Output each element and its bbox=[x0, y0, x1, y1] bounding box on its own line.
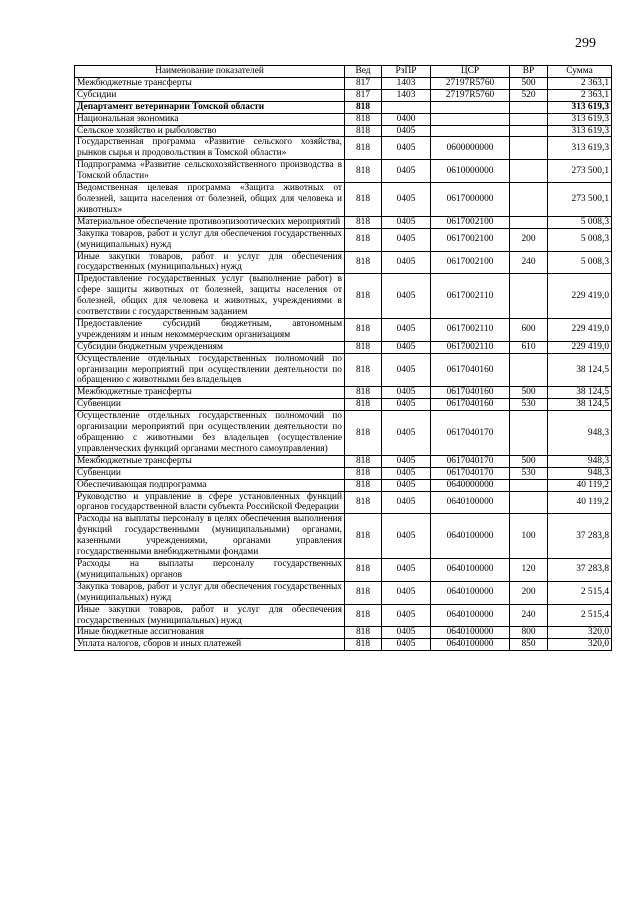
row-name: Иные закупки товаров, работ и услуг для обеспечения государственных (муниципальных) нужд bbox=[75, 251, 345, 274]
row-vr bbox=[510, 216, 548, 228]
row-vr bbox=[510, 160, 548, 183]
table-row bbox=[75, 353, 612, 387]
row-vr: 500 bbox=[510, 77, 548, 89]
row-rzpr: 0405 bbox=[382, 639, 431, 651]
row-name: Межбюджетные трансферты bbox=[75, 387, 345, 399]
row-rzpr: 0405 bbox=[382, 125, 431, 137]
row-name: Субсидии bbox=[75, 89, 345, 101]
row-name: Руководство и управление в сфере установленных функций органов государственной власти субъекта Российской Федерации bbox=[75, 491, 345, 514]
row-vr: 240 bbox=[510, 251, 548, 274]
row-csr: 0600000000 bbox=[431, 137, 510, 160]
table-row bbox=[75, 125, 612, 137]
row-sum: 40 119,2 bbox=[548, 479, 612, 491]
row-rzpr: 0400 bbox=[382, 113, 431, 125]
row-vr: 200 bbox=[510, 581, 548, 604]
row-vr bbox=[510, 491, 548, 514]
table-row bbox=[75, 137, 612, 160]
header-name: Наименование показателей bbox=[75, 66, 345, 78]
page-number: 299 bbox=[575, 36, 596, 51]
row-csr: 0617040160 bbox=[431, 353, 510, 387]
row-rzpr: 0405 bbox=[382, 251, 431, 274]
row-rzpr: 0405 bbox=[382, 216, 431, 228]
table-row bbox=[75, 581, 612, 604]
row-sum: 5 008,3 bbox=[548, 251, 612, 274]
row-rzpr: 0405 bbox=[382, 455, 431, 467]
row-rzpr: 0405 bbox=[382, 479, 431, 491]
row-rzpr: 0405 bbox=[382, 514, 431, 559]
row-ved: 818 bbox=[345, 183, 382, 217]
table-row bbox=[75, 514, 612, 559]
row-name: Подпрограмма «Развитие сельскохозяйственного производства в Томской области» bbox=[75, 160, 345, 183]
row-sum: 229 419,0 bbox=[548, 318, 612, 341]
row-vr bbox=[510, 125, 548, 137]
header-sum: Сумма bbox=[548, 66, 612, 78]
row-ved: 818 bbox=[345, 353, 382, 387]
table-row bbox=[75, 467, 612, 479]
row-ved: 818 bbox=[345, 627, 382, 639]
row-ved: 818 bbox=[345, 455, 382, 467]
table-header-row bbox=[75, 66, 612, 78]
row-rzpr: 0405 bbox=[382, 411, 431, 456]
table-body bbox=[75, 77, 612, 650]
row-sum: 37 283,8 bbox=[548, 514, 612, 559]
row-sum: 40 119,2 bbox=[548, 491, 612, 514]
row-sum: 313 619,3 bbox=[548, 101, 612, 113]
row-name: Закупка товаров, работ и услуг для обеспечения государственных (муниципальных) нужд bbox=[75, 581, 345, 604]
table-row bbox=[75, 228, 612, 251]
row-csr: 0617002110 bbox=[431, 274, 510, 319]
row-csr: 0617002100 bbox=[431, 216, 510, 228]
table-row bbox=[75, 160, 612, 183]
row-ved: 817 bbox=[345, 89, 382, 101]
row-rzpr bbox=[382, 101, 431, 113]
row-name: Ведомственная целевая программа «Защита животных от болезней, защита населения от болезней, общих для человека и животных» bbox=[75, 183, 345, 217]
table-row bbox=[75, 274, 612, 319]
table-row bbox=[75, 101, 612, 113]
row-name: Осуществление отдельных государственных полномочий по организации мероприятий при осуществлении деятельности по обращению с животными без владельцев (осуществление управленческих функций органами местного самоуправления) bbox=[75, 411, 345, 456]
row-name: Предоставление субсидий бюджетным, автономным учреждениям и иным некоммерческим организациям bbox=[75, 318, 345, 341]
row-rzpr: 0405 bbox=[382, 399, 431, 411]
row-csr: 0640100000 bbox=[431, 558, 510, 581]
row-csr: 0617040170 bbox=[431, 467, 510, 479]
row-csr: 0617000000 bbox=[431, 183, 510, 217]
table-row bbox=[75, 183, 612, 217]
row-csr: 0617040160 bbox=[431, 387, 510, 399]
row-rzpr: 0405 bbox=[382, 353, 431, 387]
row-csr bbox=[431, 113, 510, 125]
row-name: Субвенции bbox=[75, 399, 345, 411]
row-name: Закупка товаров, работ и услуг для обеспечения государственных (муниципальных) нужд bbox=[75, 228, 345, 251]
row-ved: 818 bbox=[345, 479, 382, 491]
budget-table bbox=[74, 65, 612, 651]
header-csr: ЦСР bbox=[431, 66, 510, 78]
table-row bbox=[75, 491, 612, 514]
row-csr: 0617040170 bbox=[431, 411, 510, 456]
row-rzpr: 0405 bbox=[382, 387, 431, 399]
row-sum: 313 619,3 bbox=[548, 125, 612, 137]
row-rzpr: 0405 bbox=[382, 627, 431, 639]
row-csr: 0640100000 bbox=[431, 604, 510, 627]
row-csr bbox=[431, 125, 510, 137]
row-ved: 818 bbox=[345, 274, 382, 319]
row-name: Иные закупки товаров, работ и услуг для обеспечения государственных (муниципальных) нужд bbox=[75, 604, 345, 627]
row-name: Материальное обеспечение противоэпизоотических мероприятий bbox=[75, 216, 345, 228]
row-csr: 0617040170 bbox=[431, 455, 510, 467]
row-vr: 240 bbox=[510, 604, 548, 627]
row-name: Департамент ветеринарии Томской области bbox=[75, 101, 345, 113]
row-rzpr: 0405 bbox=[382, 581, 431, 604]
row-vr: 610 bbox=[510, 341, 548, 353]
header-vr: ВР bbox=[510, 66, 548, 78]
row-vr bbox=[510, 411, 548, 456]
row-name: Национальная экономика bbox=[75, 113, 345, 125]
row-csr: 0610000000 bbox=[431, 160, 510, 183]
row-vr bbox=[510, 479, 548, 491]
row-vr: 850 bbox=[510, 639, 548, 651]
row-vr: 800 bbox=[510, 627, 548, 639]
row-name: Расходы на выплаты персоналу государственных (муниципальных) органов bbox=[75, 558, 345, 581]
row-sum: 2 363,1 bbox=[548, 89, 612, 101]
row-name: Осуществление отдельных государственных полномочий по организации мероприятий при осуществлении деятельности по обращению с животными без владельцев bbox=[75, 353, 345, 387]
row-vr: 120 bbox=[510, 558, 548, 581]
row-ved: 818 bbox=[345, 387, 382, 399]
row-csr: 0640100000 bbox=[431, 491, 510, 514]
table-row bbox=[75, 318, 612, 341]
row-vr: 100 bbox=[510, 514, 548, 559]
row-rzpr: 0405 bbox=[382, 160, 431, 183]
row-sum: 38 124,5 bbox=[548, 399, 612, 411]
row-ved: 818 bbox=[345, 467, 382, 479]
row-vr: 600 bbox=[510, 318, 548, 341]
row-csr: 0640100000 bbox=[431, 581, 510, 604]
header-ved: Вед bbox=[345, 66, 382, 78]
row-ved: 818 bbox=[345, 160, 382, 183]
row-csr: 27197R5760 bbox=[431, 77, 510, 89]
row-ved: 818 bbox=[345, 216, 382, 228]
row-name: Государственная программа «Развитие сельского хозяйства, рынков сырья и продовольствия в Томской области» bbox=[75, 137, 345, 160]
row-ved: 818 bbox=[345, 101, 382, 113]
row-ved: 818 bbox=[345, 318, 382, 341]
row-ved: 818 bbox=[345, 604, 382, 627]
row-rzpr: 1403 bbox=[382, 89, 431, 101]
row-sum: 229 419,0 bbox=[548, 341, 612, 353]
table-row bbox=[75, 387, 612, 399]
row-vr: 530 bbox=[510, 399, 548, 411]
row-ved: 818 bbox=[345, 137, 382, 160]
row-name: Обеспечивающая подпрограмма bbox=[75, 479, 345, 491]
row-rzpr: 0405 bbox=[382, 318, 431, 341]
row-vr: 200 bbox=[510, 228, 548, 251]
row-vr: 500 bbox=[510, 387, 548, 399]
row-csr: 0617002110 bbox=[431, 341, 510, 353]
row-ved: 818 bbox=[345, 639, 382, 651]
row-vr bbox=[510, 274, 548, 319]
row-sum: 2 363,1 bbox=[548, 77, 612, 89]
row-rzpr: 0405 bbox=[382, 604, 431, 627]
table-row bbox=[75, 399, 612, 411]
row-sum: 229 419,0 bbox=[548, 274, 612, 319]
row-ved: 817 bbox=[345, 77, 382, 89]
row-vr: 530 bbox=[510, 467, 548, 479]
row-sum: 5 008,3 bbox=[548, 216, 612, 228]
row-name: Расходы на выплаты персоналу в целях обеспечения выполнения функций государственными (муниципальными) органами, казенными учреждениями, органами управления государственными внебюджетными фондами bbox=[75, 514, 345, 559]
row-sum: 2 515,4 bbox=[548, 604, 612, 627]
row-ved: 818 bbox=[345, 411, 382, 456]
table-row bbox=[75, 479, 612, 491]
table-row bbox=[75, 558, 612, 581]
row-sum: 320,0 bbox=[548, 627, 612, 639]
row-name: Уплата налогов, сборов и иных платежей bbox=[75, 639, 345, 651]
row-csr bbox=[431, 101, 510, 113]
row-csr: 0640100000 bbox=[431, 639, 510, 651]
row-csr: 0617040160 bbox=[431, 399, 510, 411]
row-ved: 818 bbox=[345, 558, 382, 581]
row-sum: 38 124,5 bbox=[548, 387, 612, 399]
row-ved: 818 bbox=[345, 399, 382, 411]
row-rzpr: 0405 bbox=[382, 137, 431, 160]
row-csr: 0640100000 bbox=[431, 514, 510, 559]
row-name: Межбюджетные трансферты bbox=[75, 77, 345, 89]
row-rzpr: 0405 bbox=[382, 467, 431, 479]
table-row bbox=[75, 251, 612, 274]
row-sum: 37 283,8 bbox=[548, 558, 612, 581]
row-sum: 948,3 bbox=[548, 411, 612, 456]
table-row bbox=[75, 77, 612, 89]
row-rzpr: 1403 bbox=[382, 77, 431, 89]
row-name: Субвенции bbox=[75, 467, 345, 479]
row-sum: 948,3 bbox=[548, 455, 612, 467]
row-rzpr: 0405 bbox=[382, 183, 431, 217]
row-sum: 2 515,4 bbox=[548, 581, 612, 604]
row-sum: 320,0 bbox=[548, 639, 612, 651]
table-row bbox=[75, 113, 612, 125]
row-name: Предоставление государственных услуг (выполнение работ) в сфере защиты животных от болезней, защиты населения от болезней, общих для человека и животных, учреждениями в соответствии с государственным заданием bbox=[75, 274, 345, 319]
row-vr bbox=[510, 353, 548, 387]
row-csr: 0640000000 bbox=[431, 479, 510, 491]
row-ved: 818 bbox=[345, 113, 382, 125]
row-rzpr: 0405 bbox=[382, 558, 431, 581]
table-row bbox=[75, 89, 612, 101]
row-ved: 818 bbox=[345, 251, 382, 274]
table-row bbox=[75, 411, 612, 456]
row-rzpr: 0405 bbox=[382, 228, 431, 251]
table-row bbox=[75, 604, 612, 627]
row-ved: 818 bbox=[345, 514, 382, 559]
row-ved: 818 bbox=[345, 125, 382, 137]
row-ved: 818 bbox=[345, 228, 382, 251]
row-ved: 818 bbox=[345, 491, 382, 514]
row-vr bbox=[510, 183, 548, 217]
row-vr: 500 bbox=[510, 455, 548, 467]
table-row bbox=[75, 216, 612, 228]
table-row bbox=[75, 627, 612, 639]
row-vr bbox=[510, 113, 548, 125]
row-rzpr: 0405 bbox=[382, 341, 431, 353]
row-ved: 818 bbox=[345, 581, 382, 604]
row-name: Иные бюджетные ассигнования bbox=[75, 627, 345, 639]
table-row bbox=[75, 455, 612, 467]
table-row bbox=[75, 341, 612, 353]
row-vr bbox=[510, 101, 548, 113]
header-rzpr: РзПР bbox=[382, 66, 431, 78]
row-csr: 0617002100 bbox=[431, 228, 510, 251]
row-vr: 520 bbox=[510, 89, 548, 101]
row-name: Субсидии бюджетным учреждениям bbox=[75, 341, 345, 353]
row-sum: 948,3 bbox=[548, 467, 612, 479]
row-sum: 38 124,5 bbox=[548, 353, 612, 387]
row-csr: 27197R5760 bbox=[431, 89, 510, 101]
row-name: Межбюджетные трансферты bbox=[75, 455, 345, 467]
row-rzpr: 0405 bbox=[382, 274, 431, 319]
row-csr: 0617002100 bbox=[431, 251, 510, 274]
row-name: Сельское хозяйство и рыболовство bbox=[75, 125, 345, 137]
row-vr bbox=[510, 137, 548, 160]
row-csr: 0617002110 bbox=[431, 318, 510, 341]
row-sum: 273 500,1 bbox=[548, 183, 612, 217]
row-ved: 818 bbox=[345, 341, 382, 353]
row-sum: 313 619,3 bbox=[548, 137, 612, 160]
row-sum: 5 008,3 bbox=[548, 228, 612, 251]
table-row bbox=[75, 639, 612, 651]
row-csr: 0640100000 bbox=[431, 627, 510, 639]
row-sum: 273 500,1 bbox=[548, 160, 612, 183]
row-sum: 313 619,3 bbox=[548, 113, 612, 125]
row-rzpr: 0405 bbox=[382, 491, 431, 514]
